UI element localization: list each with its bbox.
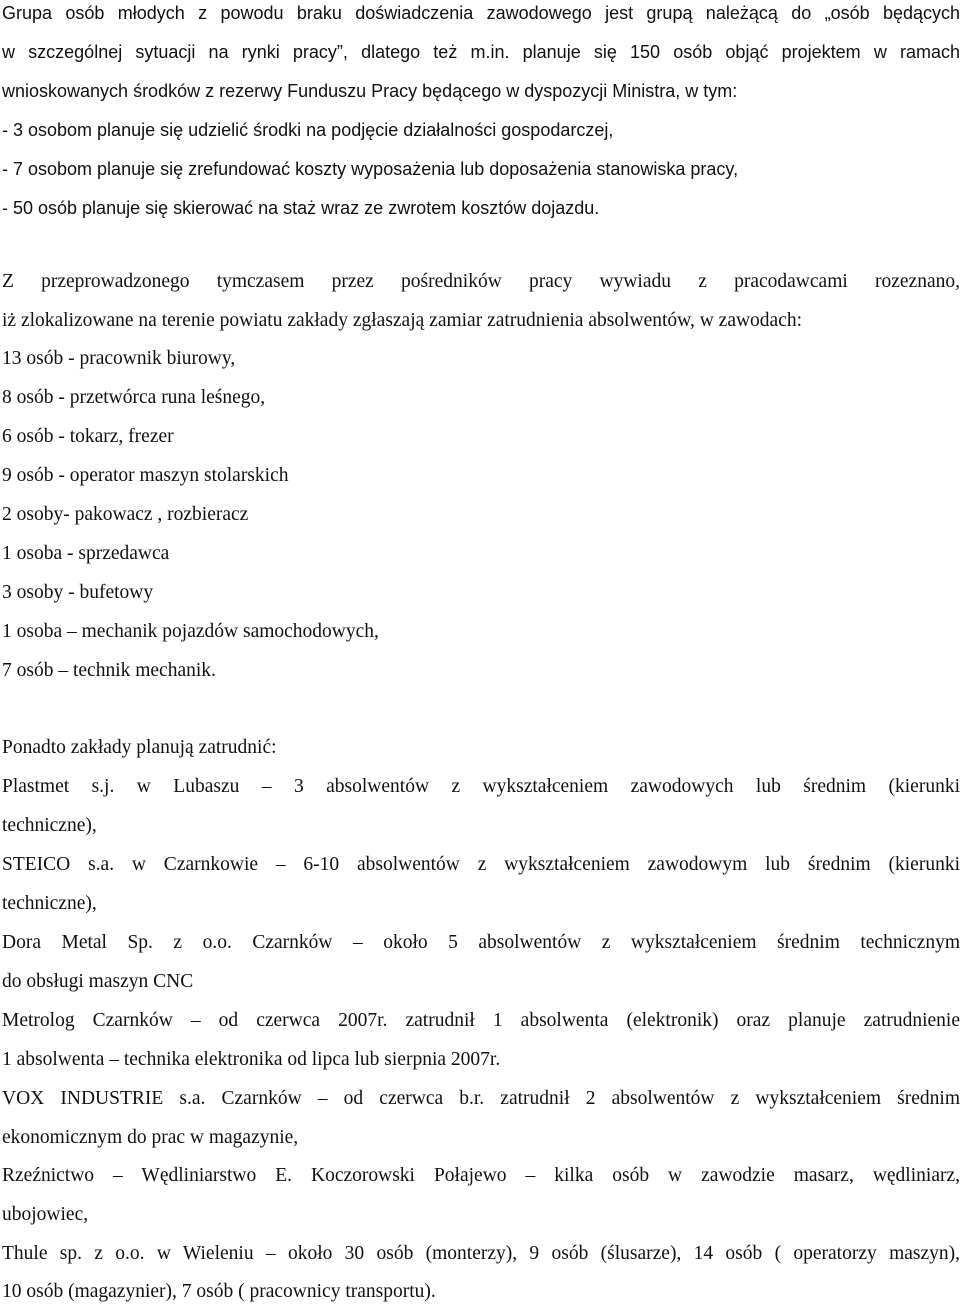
employer-line: STEICO s.a. w Czarnkowie – 6-10 absolwentów z wykształceniem zawodowym lub średnim (kierunki xyxy=(2,854,960,875)
paragraph2-line: Z przeprowadzonego tymczasem przez pośredników pracy wywiadu z pracodawcami rozeznano, xyxy=(2,271,960,292)
employer-line: 1 absolwenta – technika elektronika od lipca lub sierpnia 2007r. xyxy=(2,1049,501,1070)
paragraph3-intro: Ponadto zakłady planują zatrudnić: xyxy=(2,737,277,758)
employer-line: Rzeźnictwo – Wędliniarstwo E. Koczorowski Połajewo – kilka osób w zawodzie masarz, wędliniarz, xyxy=(2,1165,960,1186)
paragraph1-line: wnioskowanych środków z rezerwy Funduszu Pracy będącego w dyspozycji Ministra, w tym: xyxy=(2,81,738,101)
employer-line: Dora Metal Sp. z o.o. Czarnków – około 5 absolwentów z wykształceniem średnim technicznym xyxy=(2,932,960,953)
employer-line: ubojowiec, xyxy=(2,1204,89,1225)
profession-item: 7 osób – technik mechanik. xyxy=(2,660,216,681)
paragraph1-line: - 7 osobom planuje się zrefundować koszty wyposażenia lub doposażenia stanowiska pracy, xyxy=(2,159,739,179)
employer-line: techniczne), xyxy=(2,893,97,914)
profession-item: 1 osoba – mechanik pojazdów samochodowych, xyxy=(2,621,379,642)
profession-item: 1 osoba - sprzedawca xyxy=(2,543,170,564)
profession-item: 13 osób - pracownik biurowy, xyxy=(2,348,236,369)
employer-line: techniczne), xyxy=(2,815,97,836)
profession-item: 2 osoby- pakowacz , rozbieracz xyxy=(2,504,249,525)
employer-line: Plastmet s.j. w Lubaszu – 3 absolwentów z wykształceniem zawodowych lub średnim (kierunki xyxy=(2,776,960,797)
profession-item: 9 osób - operator maszyn stolarskich xyxy=(2,465,289,486)
employer-line: Metrolog Czarnków – od czerwca 2007r. zatrudnił 1 absolwenta (elektronik) oraz planuje zatrudnienie xyxy=(2,1010,960,1031)
employer-line: do obsługi maszyn CNC xyxy=(2,971,194,992)
employer-line: ekonomicznym do prac w magazynie, xyxy=(2,1127,299,1148)
paragraph1-line: - 3 osobom planuje się udzielić środki na podjęcie działalności gospodarczej, xyxy=(2,120,614,140)
profession-item: 8 osób - przetwórca runa leśnego, xyxy=(2,387,266,408)
paragraph1-line: Grupa osób młodych z powodu braku doświadczenia zawodowego jest grupą należącą do „osób będących xyxy=(2,3,960,23)
profession-item: 3 osoby - bufetowy xyxy=(2,582,154,603)
paragraph1-line: w szczególnej sytuacji na rynki pracy”, dlatego też m.in. planuje się 150 osób objąć projektem w ramach xyxy=(2,42,960,62)
paragraph1-line: - 50 osób planuje się skierować na staż wraz ze zwrotem kosztów dojazdu. xyxy=(2,198,600,218)
employer-line: 10 osób (magazynier), 7 osób ( pracownicy transportu). xyxy=(2,1281,436,1302)
profession-item: 6 osób - tokarz, frezer xyxy=(2,426,174,447)
employer-line: VOX INDUSTRIE s.a. Czarnków – od czerwca b.r. zatrudnił 2 absolwentów z wykształceniem średnim xyxy=(2,1088,960,1109)
paragraph2-line: iż zlokalizowane na terenie powiatu zakłady zgłaszają zamiar zatrudnienia absolwentów, w zawodach: xyxy=(2,310,803,331)
employer-line: Thule sp. z o.o. w Wieleniu – około 30 osób (monterzy), 9 osób (ślusarze), 14 osób ( operatorzy maszyn), xyxy=(2,1243,960,1264)
